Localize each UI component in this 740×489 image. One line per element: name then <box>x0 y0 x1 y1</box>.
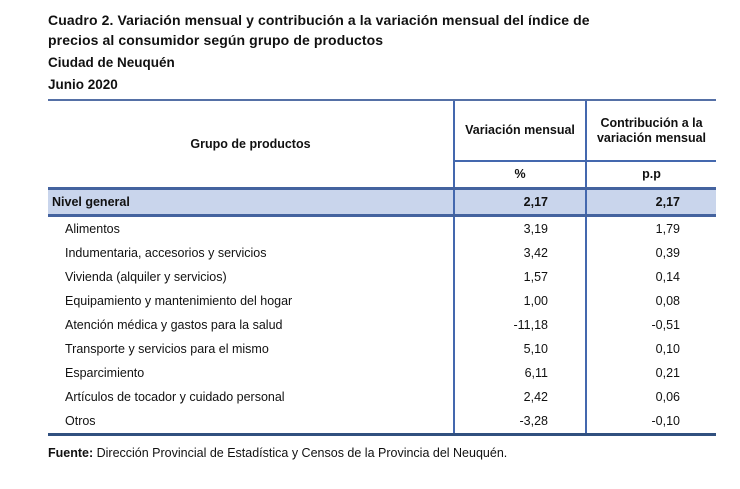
row-label: Artículos de tocador y cuidado personal <box>65 390 285 404</box>
unit-pp: p.p <box>585 162 716 187</box>
header-monthly-variation: Variación mensual <box>453 101 585 160</box>
table-row <box>48 385 716 409</box>
row-variation-value: 3,19 <box>453 217 585 241</box>
table-header <box>48 99 716 190</box>
row-variation-value: 1,00 <box>453 289 585 313</box>
table-row <box>48 337 716 361</box>
unit-percent: % <box>453 162 585 187</box>
row-contribution-value: 0,14 <box>585 265 716 289</box>
row-label: Atención médica y gastos para la salud <box>65 318 283 332</box>
source-label: Fuente: <box>48 446 94 460</box>
row-contribution-value: 1,79 <box>585 217 716 241</box>
table-title-line-2: precios al consumidor según grupo de productos <box>48 32 384 48</box>
table-row <box>48 217 716 241</box>
row-contribution-value: -0,10 <box>585 409 716 433</box>
row-variation-value: 1,57 <box>453 265 585 289</box>
table-row-total <box>48 190 716 217</box>
table-row <box>48 241 716 265</box>
table-row <box>48 265 716 289</box>
region-subtitle: Ciudad de Neuquén <box>48 55 175 70</box>
row-contribution-value: 0,21 <box>585 361 716 385</box>
row-label: Transporte y servicios para el mismo <box>65 342 269 356</box>
row-label: Esparcimiento <box>65 366 145 380</box>
row-label: Otros <box>65 414 96 428</box>
header-right-columns <box>453 101 716 187</box>
row-label: Nivel general <box>52 195 130 209</box>
row-contribution-value: 0,08 <box>585 289 716 313</box>
row-variation-value: 5,10 <box>453 337 585 361</box>
header-group-of-products: Grupo de productos <box>190 137 311 151</box>
row-label: Vivienda (alquiler y servicios) <box>65 270 227 284</box>
table-row <box>48 289 716 313</box>
row-variation-value: 3,42 <box>453 241 585 265</box>
row-contribution-value: 2,17 <box>585 190 716 214</box>
row-contribution-value: 0,06 <box>585 385 716 409</box>
row-variation-value: 6,11 <box>453 361 585 385</box>
row-label: Equipamiento y mantenimiento del hogar <box>65 294 293 308</box>
row-contribution-value: 0,39 <box>585 241 716 265</box>
table-row <box>48 409 716 433</box>
period-label: Junio 2020 <box>48 77 118 92</box>
row-contribution-value: 0,10 <box>585 337 716 361</box>
row-variation-value: 2,42 <box>453 385 585 409</box>
source-text: Dirección Provincial de Estadística y Censos de la Provincia del Neuquén. <box>93 446 508 460</box>
source-note <box>48 445 716 461</box>
row-variation-value: -3,28 <box>453 409 585 433</box>
row-variation-value: -11,18 <box>453 313 585 337</box>
table-row <box>48 361 716 385</box>
table-row <box>48 313 716 337</box>
table-title-line-1: Cuadro 2. Variación mensual y contribución a la variación mensual del índice de <box>48 12 590 28</box>
price-variation-table <box>48 99 716 436</box>
table-body <box>48 217 716 436</box>
header-contribution: Contribución a la variación mensual <box>585 101 716 160</box>
header-units-row <box>453 160 716 187</box>
row-variation-value: 2,17 <box>453 190 585 214</box>
row-label: Alimentos <box>65 222 120 236</box>
row-label: Indumentaria, accesorios y servicios <box>65 246 267 260</box>
row-contribution-value: -0,51 <box>585 313 716 337</box>
header-measure-row <box>453 101 716 160</box>
